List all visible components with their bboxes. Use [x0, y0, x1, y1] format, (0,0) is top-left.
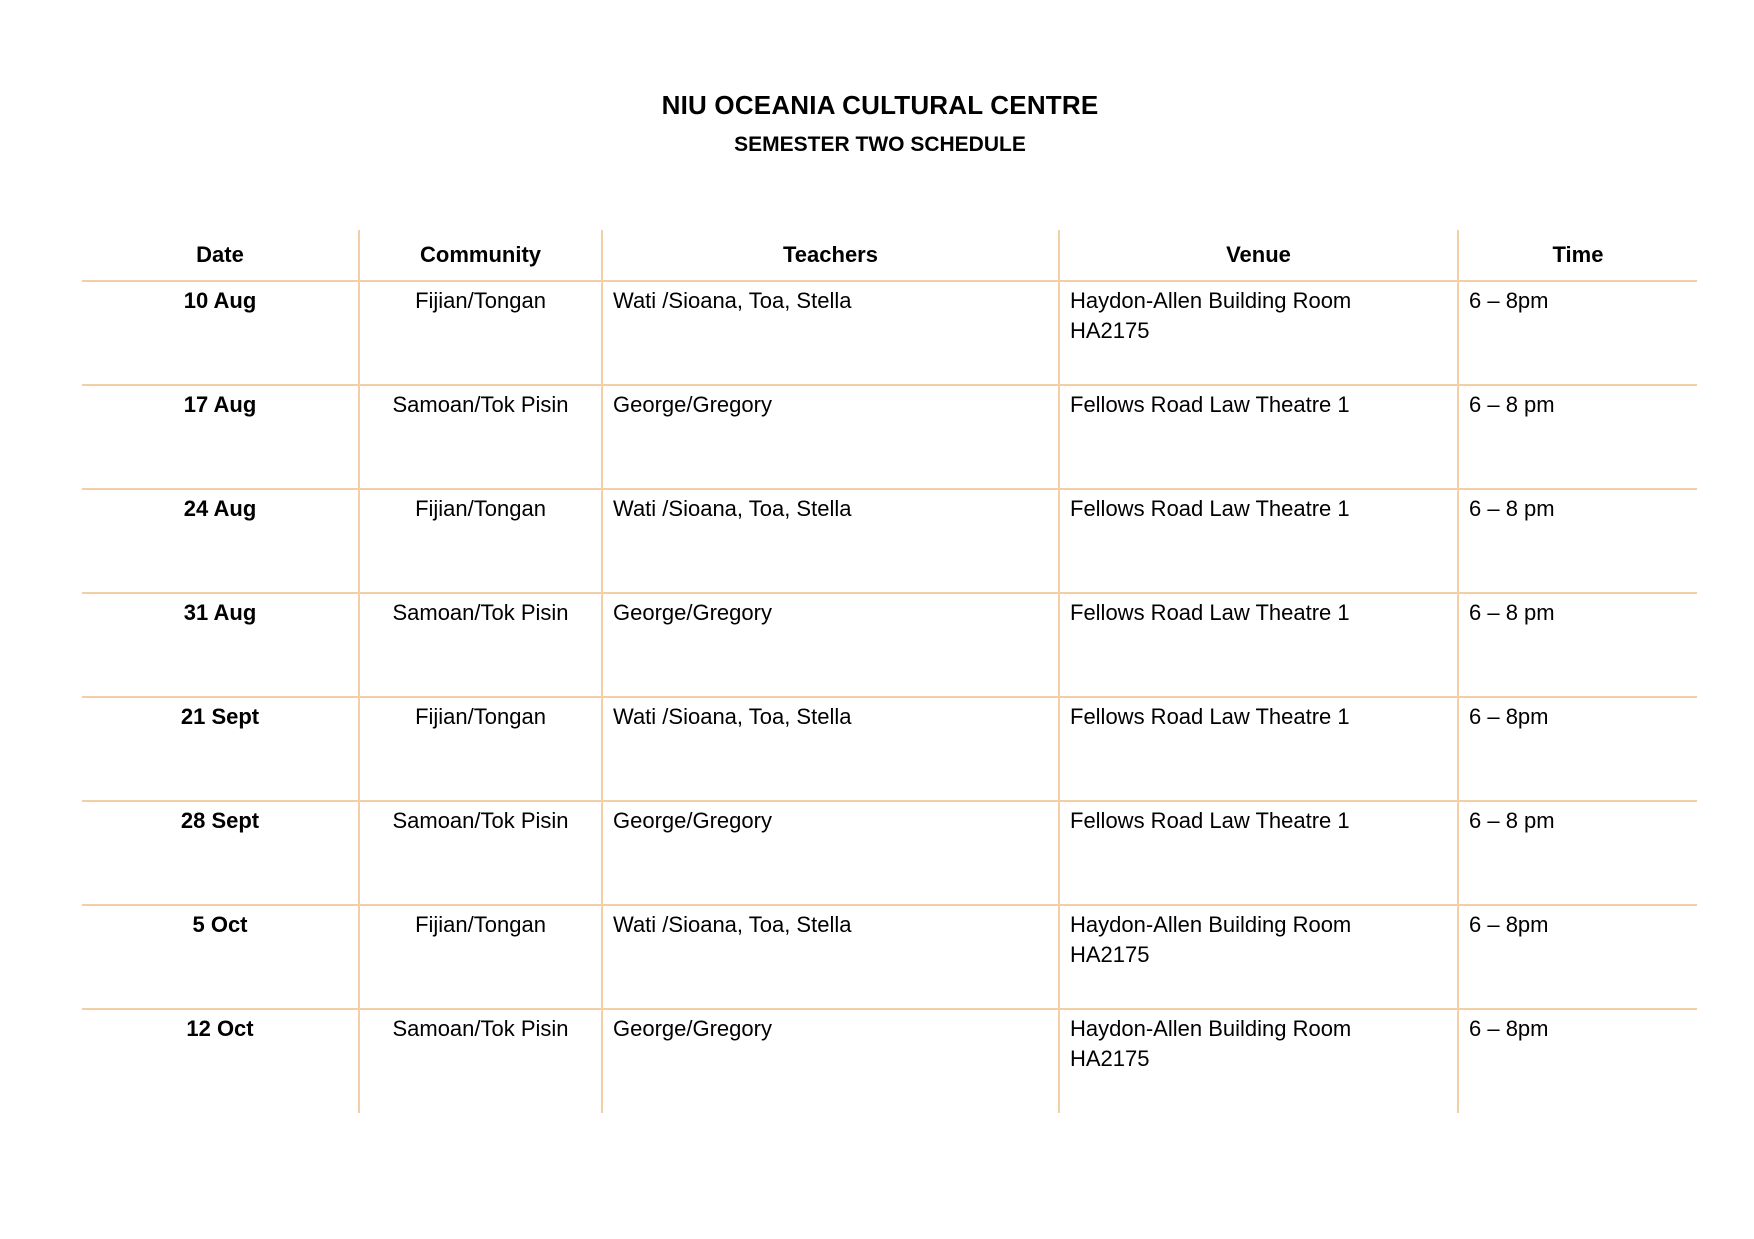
- cell-community: Samoan/Tok Pisin: [359, 593, 602, 697]
- table-row: [82, 801, 1697, 905]
- cell-date: 5 Oct: [82, 905, 359, 1009]
- column-header-community: Community: [359, 230, 602, 281]
- cell-time: 6 – 8pm: [1458, 281, 1697, 385]
- cell-venue: [1059, 489, 1458, 593]
- cell-community: Samoan/Tok Pisin: [359, 801, 602, 905]
- table-row: [82, 489, 1697, 593]
- cell-date: 31 Aug: [82, 593, 359, 697]
- table-header-row: [82, 230, 1697, 281]
- cell-time: 6 – 8 pm: [1458, 593, 1697, 697]
- column-header-venue: Venue: [1059, 230, 1458, 281]
- cell-venue: [1059, 905, 1458, 1009]
- table-row: [82, 385, 1697, 489]
- cell-venue: [1059, 593, 1458, 697]
- venue-line: HA2175: [1070, 318, 1150, 343]
- cell-teachers: George/Gregory: [602, 1009, 1059, 1113]
- cell-teachers: George/Gregory: [602, 801, 1059, 905]
- cell-date: 21 Sept: [82, 697, 359, 801]
- cell-teachers: Wati /Sioana, Toa, Stella: [602, 697, 1059, 801]
- venue-line: Haydon-Allen Building Room: [1070, 288, 1352, 313]
- cell-venue: [1059, 697, 1458, 801]
- cell-date: 17 Aug: [82, 385, 359, 489]
- cell-teachers: George/Gregory: [602, 385, 1059, 489]
- venue-line: HA2175: [1070, 942, 1150, 967]
- cell-teachers: Wati /Sioana, Toa, Stella: [602, 905, 1059, 1009]
- venue-line: Haydon-Allen Building Room: [1070, 912, 1352, 937]
- cell-time: 6 – 8 pm: [1458, 801, 1697, 905]
- cell-time: 6 – 8 pm: [1458, 489, 1697, 593]
- cell-community: Fijian/Tongan: [359, 489, 602, 593]
- page-subtitle: SEMESTER TWO SCHEDULE: [734, 133, 1026, 156]
- cell-time: 6 – 8pm: [1458, 697, 1697, 801]
- cell-time: 6 – 8pm: [1458, 1009, 1697, 1113]
- page-title: NIU OCEANIA CULTURAL CENTRE: [661, 90, 1099, 120]
- venue-line: HA2175: [1070, 1046, 1150, 1071]
- cell-venue: [1059, 801, 1458, 905]
- cell-community: Samoan/Tok Pisin: [359, 385, 602, 489]
- cell-teachers: George/Gregory: [602, 593, 1059, 697]
- cell-community: Fijian/Tongan: [359, 281, 602, 385]
- cell-teachers: Wati /Sioana, Toa, Stella: [602, 489, 1059, 593]
- venue-line: Haydon-Allen Building Room: [1070, 1016, 1352, 1041]
- cell-time: 6 – 8pm: [1458, 905, 1697, 1009]
- venue-line: Fellows Road Law Theatre 1: [1070, 600, 1350, 625]
- table-row: [82, 281, 1697, 385]
- venue-line: Fellows Road Law Theatre 1: [1070, 496, 1350, 521]
- cell-date: 12 Oct: [82, 1009, 359, 1113]
- venue-line: Fellows Road Law Theatre 1: [1070, 808, 1350, 833]
- cell-teachers: Wati /Sioana, Toa, Stella: [602, 281, 1059, 385]
- table-row: [82, 1009, 1697, 1113]
- column-header-date: Date: [82, 230, 359, 281]
- column-header-time: Time: [1458, 230, 1697, 281]
- cell-date: 28 Sept: [82, 801, 359, 905]
- table-row: [82, 593, 1697, 697]
- cell-community: Samoan/Tok Pisin: [359, 1009, 602, 1113]
- cell-community: Fijian/Tongan: [359, 905, 602, 1009]
- cell-date: 24 Aug: [82, 489, 359, 593]
- venue-line: Fellows Road Law Theatre 1: [1070, 392, 1350, 417]
- cell-time: 6 – 8 pm: [1458, 385, 1697, 489]
- schedule-table: [82, 230, 1697, 1113]
- column-header-teachers: Teachers: [602, 230, 1059, 281]
- table-row: [82, 697, 1697, 801]
- cell-venue: [1059, 385, 1458, 489]
- cell-date: 10 Aug: [82, 281, 359, 385]
- cell-venue: [1059, 281, 1458, 385]
- cell-venue: [1059, 1009, 1458, 1113]
- table-row: [82, 905, 1697, 1009]
- venue-line: Fellows Road Law Theatre 1: [1070, 704, 1350, 729]
- cell-community: Fijian/Tongan: [359, 697, 602, 801]
